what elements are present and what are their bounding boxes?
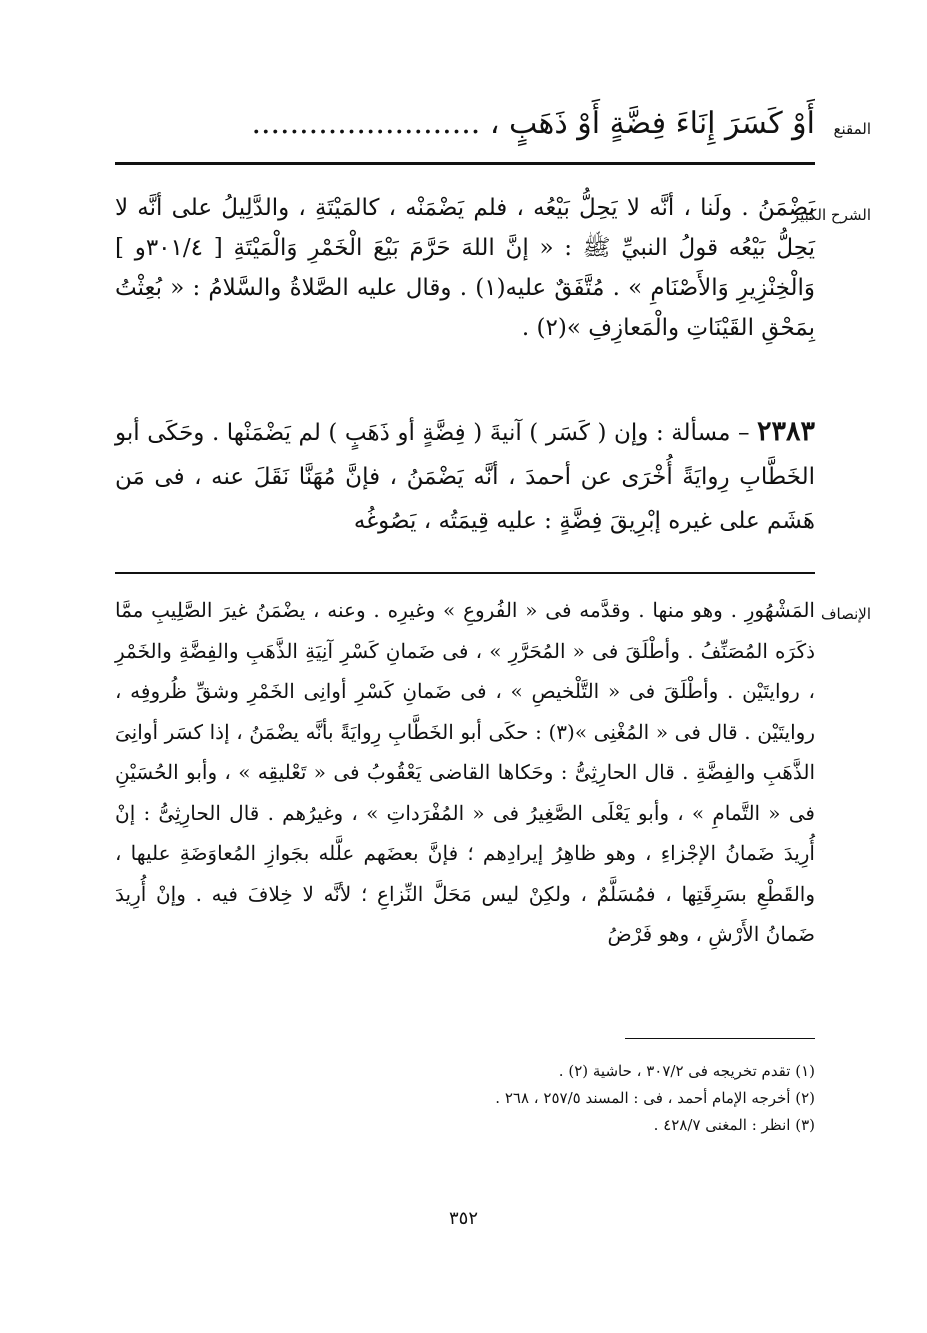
- footnotes: [115, 1058, 815, 1139]
- footnote-3: (٣) انظر : المغنى ٤٢٨/٧ .: [653, 1116, 815, 1134]
- sharh-paragraph: يَضْمَنُ . ولَنا ، أنَّه لا يَحِلُّ بَيْعُه ، فلم يَضْمَنْه ، كالمَيْتَةِ ، والدَّلِيلُ على أنَّه لا يَحِلُّ بَيْعُه قولُ النبيِّ ﷺ : « إنَّ اللهَ حَرَّمَ بَيْعَ الْخَمْرِ وَالْمَيْتَةِ [ ٣٠١/٤و ] وَالْخِنْزِيرِ وَالأَصْنَامِ » . مُتَّفَقٌ عليه(١) . وقال عليه الصَّلاةُ والسَّلامُ : « بُعِثْتُ بِمَحْقِ القَيْنَاتِ والْمَعازِفِ »(٢) .: [115, 195, 815, 341]
- muqni-line: أَوْ كَسَرَ إِنَاءَ فِضَّةٍ أَوْ ذَهَبٍ ، ........................: [251, 106, 815, 141]
- muqni-text: [115, 98, 815, 154]
- footnote-1: (١) تقدم تخريجه فى ٣٠٧/٢ ، حاشية (٢) .: [558, 1062, 815, 1080]
- insaf-label: الإنصاف: [820, 605, 871, 623]
- sharh-label: الشرح الكبير: [791, 206, 871, 224]
- masala-number: ٢٣٨٣: [756, 416, 815, 447]
- insaf-text: [115, 590, 815, 955]
- sharh-divider: [115, 572, 815, 574]
- sharh-text: [115, 188, 815, 348]
- masala-text: – مسألة : وإن ( كَسَر ) آنيةَ ( فِضَّةٍ أو ذَهَبٍ ) لم يَضْمَنْها . وحَكَى أبو الخَطَّابِ رِوايَةً أُخْرَى عن أحمدَ ، أنَّه يَضْمَنُ ، فإنَّ مُهَنَّا نَقَلَ عنه ، فى مَن هَشَم على غيره إبْرِيقَ فِضَّةٍ : عليه قِيمَتُه ، يَصُوغُه: [115, 420, 815, 534]
- footnote-2: (٢) أخرجه الإمام أحمد ، فى : المسند ٢٥٧/٥ ، ٢٦٨ .: [495, 1089, 815, 1107]
- page-number: ٣٥٢: [448, 1208, 478, 1229]
- muqni-divider: [115, 162, 815, 165]
- muqni-label: المقنع: [833, 120, 871, 138]
- masala-paragraph: [115, 410, 815, 543]
- footnote-divider: [625, 1038, 815, 1039]
- masala-block: [115, 410, 815, 543]
- insaf-paragraph: المَشْهُورِ . وهو منها . وقدَّمه فى « الفُروعِ » وغيرِه . وعنه ، يضْمَنُ غيرَ الصَّلِيبِ ممَّا ذكَرَه المُصَنِّفُ . وأطْلَقَ فى « المُحَرَّرِ » ، فى ضَمانِ كَسْرِ آنِيَةِ الذَّهَبِ والفِضَّةِ والخَمْرِ ، روايتَيْن . وأطْلَقَ فى « التَّلْخيصِ » ، فى ضَمانِ كَسْرِ أوانِى الخَمْرِ وشقِّ ظُروفِه ، روايتَيْن . قال فى « المُغْنِى »(٣) : حكَى أبو الخَطَّابِ رِوايَةً بأنَّه يضْمَنُ ، إذا كسَر أوانِىَ الذَّهَبِ والفِضَّةِ . قال الحارِثِىُّ : وحَكاها القاضى يَعْقُوبُ فى « تَعْليقِه » ، وأبو الحُسَيْنِ فى « التَّمامِ » ، وأبو يَعْلَى الصَّغِيرُ فى « المُفْرَداتِ » ، وغيرُهم . قال الحارِثِىُّ : إنْ أُرِيدَ ضَمانُ الإجْزاءِ ، وهو ظاهِرُ إيرادِهم ؛ فإنَّ بعضَهم علَّله بجَوازِ المُعاوَضَةِ عليها ، والقَطْعِ بسَرِقَتِها ، فمُسَلَّمٌ ، ولكِنْ ليس مَحَلَّ النِّزاعِ ؛ لأنَّه لا خِلافَ فيه . وإنْ أُرِيدَ ضَمانُ الأَرْشِ ، وهو فَرْضُ: [115, 598, 815, 946]
